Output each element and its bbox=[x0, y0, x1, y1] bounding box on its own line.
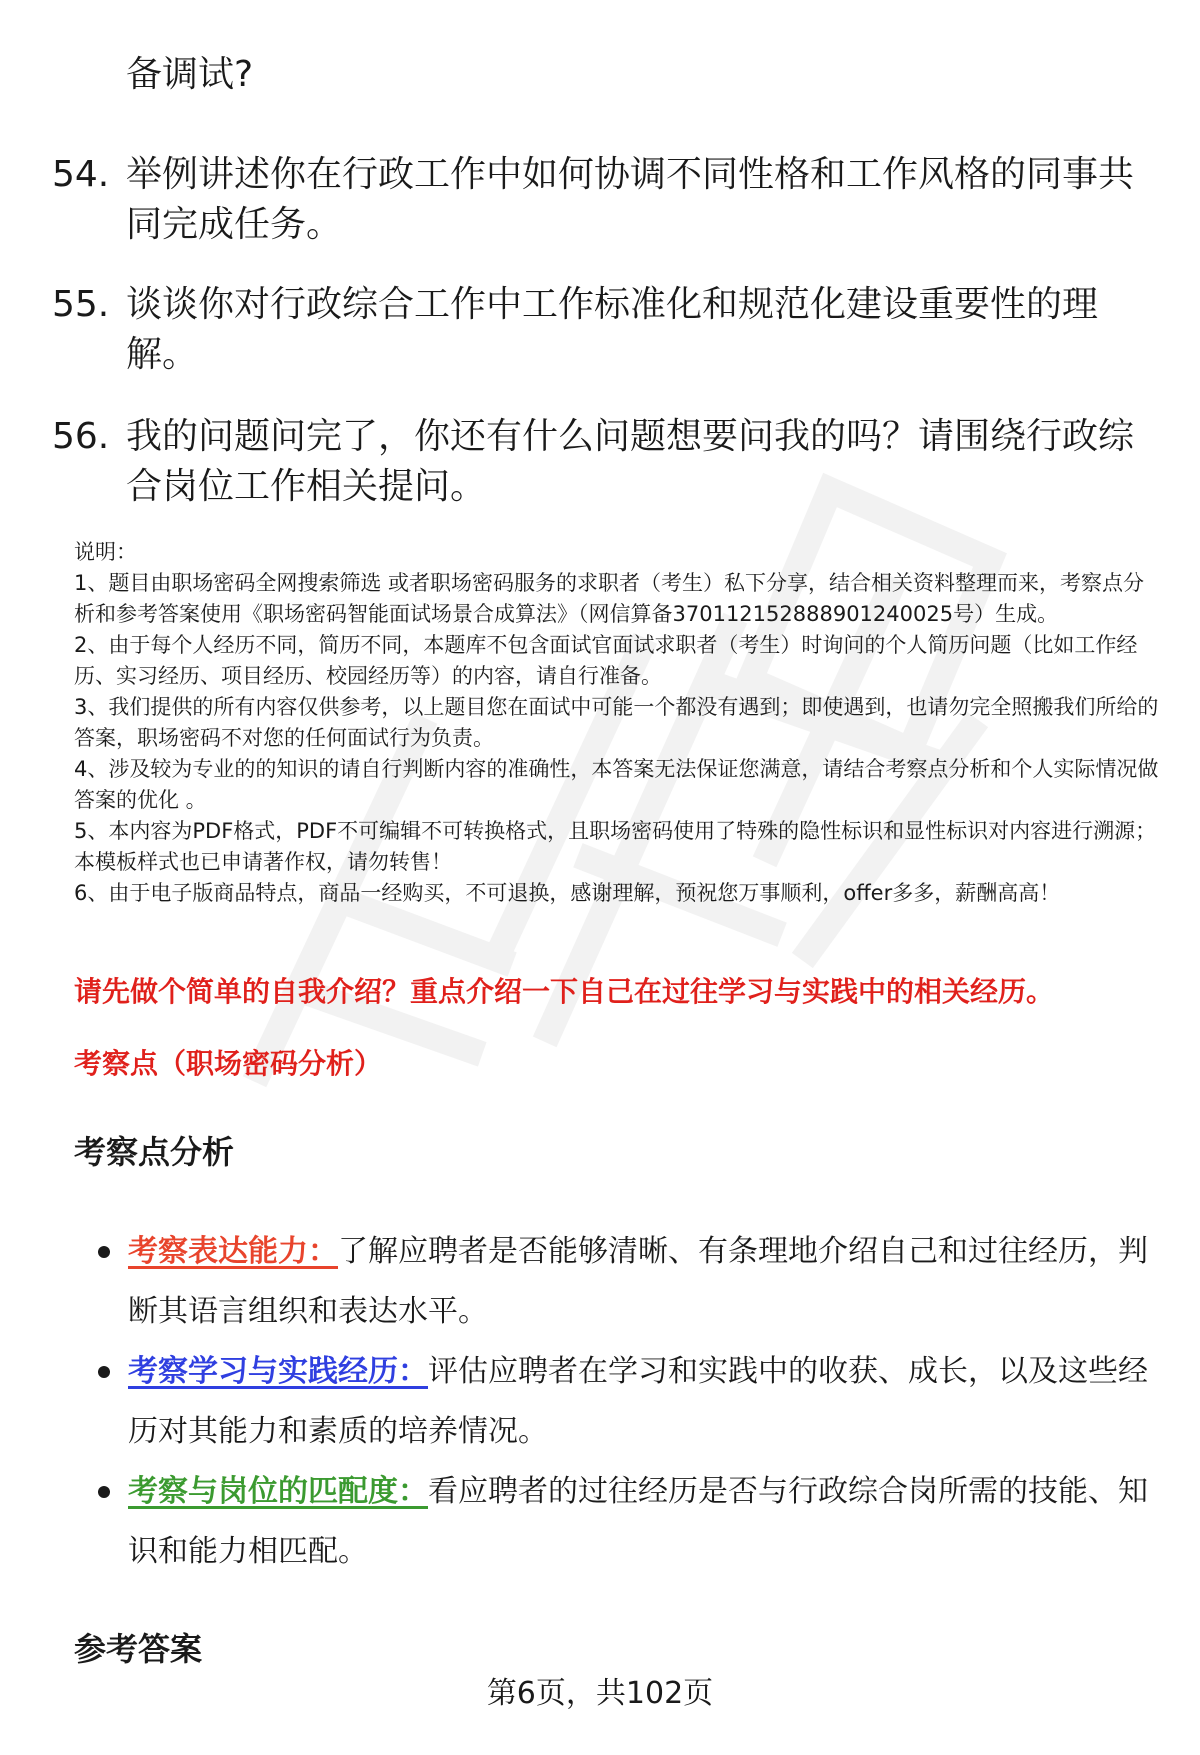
question-text: 举例讲述你在行政工作中如何协调不同性格和工作风格的同事共同完成任务。 bbox=[126, 154, 1135, 245]
question-text: 我的问题问完了，你还有什么问题想要问我的吗？请围绕行政综合岗位工作相关提问。 bbox=[126, 416, 1135, 507]
question-number: 55. bbox=[52, 284, 110, 325]
analysis-heading: 考察点分析 bbox=[74, 1133, 235, 1171]
question-number: 54. bbox=[52, 154, 110, 195]
bullet-dot-icon bbox=[98, 1366, 110, 1378]
page-footer: 第6页，共102页 bbox=[486, 1676, 714, 1711]
bullet-body bbox=[128, 1342, 1148, 1462]
note-item: 1、题目由职场密码全网搜索筛选 或者职场密码服务的求职者（考生）私下分享，结合相关资料整理而来，考察点分析和参考答案使用《职场密码智能面试场景合成算法》（网信算备370112152888901240025号）生成。 bbox=[74, 571, 1145, 626]
bullet-text: 评估应聘者在学习和实践中的收获、成长，以及这些经历对其能力和素质的培养情况。 bbox=[128, 1354, 1148, 1449]
notes-heading: 说明： bbox=[74, 540, 137, 564]
bullet-label: 考察与岗位的匹配度： bbox=[128, 1474, 428, 1509]
note-item: 6、由于电子版商品特点，商品一经购买，不可退换，感谢理解，预祝您万事顺利，offer多多，薪酬高高！ bbox=[74, 881, 1061, 905]
bullet-body bbox=[128, 1462, 1148, 1582]
question-text: 谈谈你对行政综合工作中工作标准化和规范化建设重要性的理解。 bbox=[126, 284, 1099, 375]
main-question: 请先做个简单的自我介绍？重点介绍一下自己在过往学习与实践中的相关经历。 bbox=[74, 975, 1055, 1008]
bullet-label: 考察学习与实践经历： bbox=[128, 1354, 428, 1389]
answer-heading: 参考答案 bbox=[74, 1630, 203, 1668]
notes-section bbox=[74, 537, 1159, 909]
bullet-text: 了解应聘者是否能够清晰、有条理地介绍自己和过往经历，判断其语言组织和表达水平。 bbox=[128, 1234, 1148, 1329]
note-item: 4、涉及较为专业的的知识的请自行判断内容的准确性，本答案无法保证您满意，请结合考察点分析和个人实际情况做答案的优化 。 bbox=[74, 757, 1159, 812]
bullet-dot-icon bbox=[98, 1246, 110, 1258]
question-text: 备调试? bbox=[126, 54, 254, 95]
kaocha-title: 考察点（职场密码分析） bbox=[74, 1047, 383, 1080]
bullet-body bbox=[128, 1222, 1148, 1342]
question-number: 56. bbox=[52, 416, 110, 457]
bullet-dot-icon bbox=[98, 1486, 110, 1498]
bullet-text: 看应聘者的过往经历是否与行政综合岗所需的技能、知识和能力相匹配。 bbox=[128, 1474, 1148, 1569]
note-item: 5、本内容为PDF格式，PDF不可编辑不可转换格式，且职场密码使用了特殊的隐性标识和显性标识对内容进行溯源；本模板样式也已申请著作权，请勿转售！ bbox=[74, 819, 1157, 874]
note-item: 2、由于每个人经历不同，简历不同，本题库不包含面试官面试求职者（考生）时询问的个人简历问题（比如工作经历、实习经历、项目经历、校园经历等）的内容，请自行准备。 bbox=[74, 633, 1138, 688]
note-item: 3、我们提供的所有内容仅供参考，以上题目您在面试中可能一个都没有遇到；即使遇到，也请勿完全照搬我们所给的答案，职场密码不对您的任何面试行为负责。 bbox=[74, 695, 1159, 750]
bullet-label: 考察表达能力： bbox=[128, 1234, 338, 1269]
